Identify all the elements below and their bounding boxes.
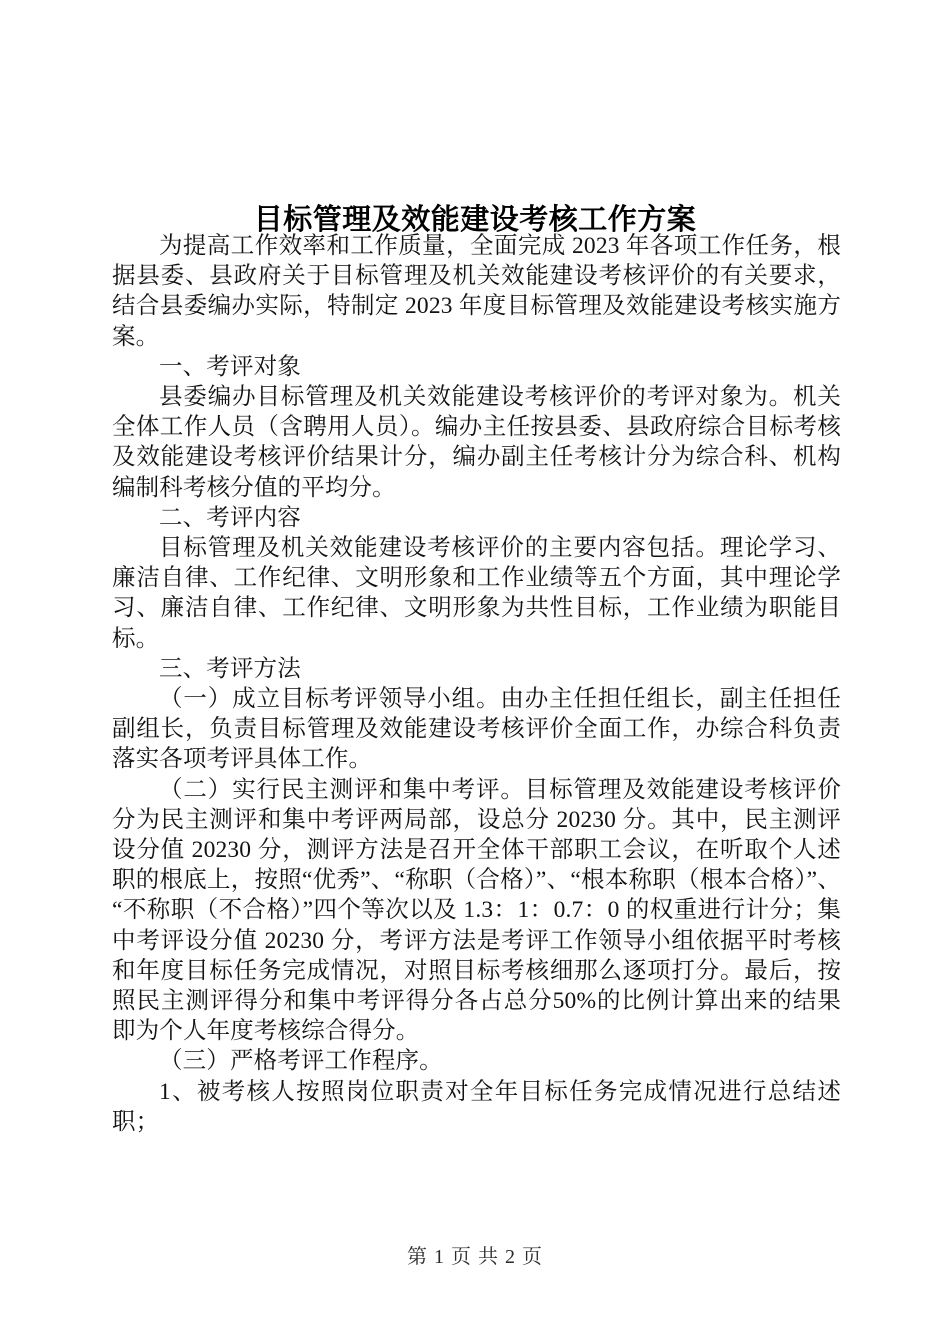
page-footer: 第 1 页 共 2 页 [407,1246,543,1268]
paragraph-section-2-body: 目标管理及机关效能建设考核评价的主要内容包括。理论学习、廉洁自律、工作纪律、文明形象和工作业绩等五个方面，其中理论学习、廉洁自律、工作纪律、文明形象为共性目标，工作业绩为职能目标。 [112,535,841,652]
paragraph-section-3-item-2: （二）实行民主测评和集中考评。目标管理及效能建设考核评价分为民主测评和集中考评两局部，设总分 20230 分。其中，民主测评设分值 20230 分，测评方法是召开全体干部职工会议，在听取个人述职的根底上，按照“优秀”、“称职（合格）”、“根本称职（根本合格）”、“不称职（不合格）”四个等次以及 1.3：1：0.7：0 的权重进行计分；集中考评设分值 20230 分，考评方法是考评工作领导小组依据平时考核和年度目标任务完成情况，对照目标考核细那么逐项打分。最后，按照民主测评得分和集中考评得分各占总分50%的比例计算出来的结果即为个人年度考核综合得分。 [112,776,841,1045]
page-title: 目标管理及效能建设考核工作方案 [253,202,697,237]
heading-section-3: 三、考评方法 [159,655,301,682]
paragraph-section-1-body: 县委编办目标管理及机关效能建设考核评价的考评对象为。机关全体工作人员（含聘用人员）。编办主任按县委、县政府综合目标考核及效能建设考核评价结果计分，编办副主任考核计分为综合科、机构编制科考核分值的平均分。 [112,384,841,501]
paragraph-section-3-item-1: （一）成立目标考评领导小组。由办主任担任组长，副主任担任副组长，负责目标管理及效能建设考核评价全面工作，办综合科负责落实各项考评具体工作。 [112,686,841,773]
heading-section-2: 二、考评内容 [159,504,301,531]
paragraph-intro: 为提高工作效率和工作质量，全面完成 2023 年各项工作任务，根据县委、县政府关于目标管理及机关效能建设考核评价的有关要求，结合县委编办实际，特制定 2023 年度目标管理及效能建设考核实施方案。 [112,233,841,350]
heading-section-1: 一、考评对象 [159,353,301,380]
paragraph-section-3-item-3: （三）严格考评工作程序。 [159,1048,443,1075]
document-body [112,231,841,1137]
paragraph-section-3-item-3-1: 1、被考核人按照岗位职责对全年目标任务完成情况进行总结述职； [112,1078,841,1135]
